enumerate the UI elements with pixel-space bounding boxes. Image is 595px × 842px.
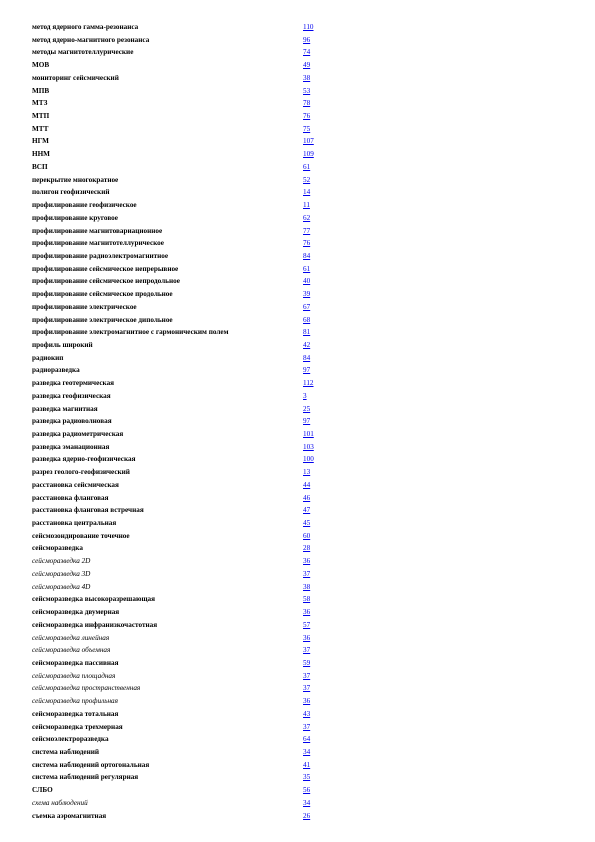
page-number-link[interactable]: 37 (303, 569, 311, 578)
page-number-link[interactable]: 49 (303, 61, 311, 70)
page-number-link[interactable]: 35 (303, 773, 311, 782)
index-entry (32, 542, 332, 555)
index-entry (32, 326, 332, 339)
page-number-link[interactable]: 97 (303, 366, 311, 375)
index-entry (32, 225, 332, 238)
page-number-link[interactable]: 45 (303, 519, 311, 528)
page-number-link[interactable]: 56 (303, 786, 311, 795)
index-term: система наблюдений (32, 747, 99, 756)
index-term: система наблюдений ортогональная (32, 760, 150, 769)
index-entry (32, 339, 332, 352)
page-number-link[interactable]: 77 (303, 226, 311, 235)
index-entry (32, 504, 332, 517)
page-number-link[interactable]: 37 (303, 646, 311, 655)
index-entry (32, 708, 332, 721)
page-number-link[interactable]: 112 (303, 379, 314, 388)
index-term: расстановка фланговая (32, 493, 109, 502)
index-entry (32, 135, 332, 148)
page-number-link[interactable]: 61 (303, 264, 311, 273)
index-term: разведка радиометрическая (32, 430, 124, 438)
index-term: профилирование сейсмическое продольное (32, 290, 173, 299)
page-number-link[interactable]: 41 (303, 760, 311, 769)
index-term: профилирование геофизическое (32, 201, 137, 210)
index-term: профилирование магнитотеллурическое (32, 239, 164, 248)
index-term: полигон геофизический (32, 188, 110, 197)
page-number-link[interactable]: 3 (303, 391, 307, 400)
index-term: методы магнитотеллурические (32, 48, 134, 57)
page-number-link[interactable]: 109 (303, 150, 314, 159)
index-entry (32, 59, 332, 72)
index-term: сейсморазведка 3D (32, 569, 91, 578)
page-number-link[interactable]: 13 (303, 468, 311, 477)
page-number-link[interactable]: 81 (303, 328, 311, 337)
index-term: расстановка фланговая встречная (32, 506, 144, 515)
index-entry (32, 263, 332, 276)
index-entry (32, 619, 332, 632)
index-entry (32, 784, 332, 797)
index-term: сейсморазведка тотальная (32, 709, 119, 718)
index-term: сейсморазведка пространственная (32, 684, 141, 693)
index-entry (32, 530, 332, 543)
index-entry (32, 250, 332, 263)
index-entry (32, 123, 332, 136)
page-number-link[interactable]: 53 (303, 86, 311, 95)
index-entry (32, 797, 332, 810)
page-number-link[interactable]: 103 (303, 442, 314, 451)
index-entry (32, 288, 332, 301)
page-number-link[interactable]: 57 (303, 620, 311, 629)
page-number-link[interactable]: 36 (303, 633, 311, 642)
index-term: сейсмоэлектроразведка (32, 735, 109, 744)
page-number-link[interactable]: 37 (303, 671, 311, 680)
page-number-link[interactable]: 101 (303, 430, 314, 438)
page-number-link[interactable]: 110 (303, 23, 314, 31)
index-term: разрез геолого-геофизический (32, 468, 130, 477)
index-term: НГМ (32, 137, 49, 146)
index-entry (32, 377, 332, 390)
index-entry (32, 670, 332, 683)
index-term: профилирование электрическое (32, 302, 137, 311)
index-entry (32, 479, 332, 492)
index-term: разведка радиоволновая (32, 417, 112, 426)
page-number-link[interactable]: 96 (303, 35, 311, 44)
index-entry (32, 364, 332, 377)
page-number-link[interactable]: 61 (303, 162, 311, 171)
index-entry (32, 403, 332, 416)
page-number-link[interactable]: 47 (303, 506, 311, 515)
page-number-link[interactable]: 84 (303, 251, 311, 260)
index-entry (32, 352, 332, 365)
index-entry (32, 85, 332, 98)
index-term: МТТ (32, 124, 49, 133)
index-term: съемка аэромагнитная (32, 811, 107, 820)
page-number-link[interactable]: 38 (303, 582, 311, 591)
index-entry (32, 415, 332, 428)
subject-index (32, 21, 332, 822)
index-entry (32, 632, 332, 645)
index-term: разведка геофизическая (32, 391, 111, 400)
page-number-link[interactable]: 107 (303, 137, 314, 146)
index-term: схема наблюдений (32, 798, 88, 807)
page-number-link[interactable]: 76 (303, 112, 311, 121)
page-number-link[interactable]: 38 (303, 73, 311, 82)
index-term: сейсмозондирование точечное (32, 531, 130, 540)
index-term: разведка магнитная (32, 404, 98, 413)
page-number-link[interactable]: 39 (303, 290, 311, 299)
index-entry (32, 733, 332, 746)
page-number-link[interactable]: 84 (303, 353, 311, 362)
index-term: ВСП (32, 162, 48, 171)
index-term: сейсморазведка двумерная (32, 608, 120, 617)
index-term: профилирование круговое (32, 213, 118, 222)
index-entry (32, 301, 332, 314)
index-term: мониторинг сейсмический (32, 73, 119, 82)
page-number-link[interactable]: 36 (303, 697, 311, 706)
index-entry (32, 34, 332, 47)
page-number-link[interactable]: 37 (303, 722, 311, 731)
index-term: МТП (32, 112, 50, 121)
index-entry (32, 46, 332, 59)
page-number-link[interactable]: 58 (303, 595, 311, 604)
index-entry (32, 695, 332, 708)
index-entry (32, 148, 332, 161)
index-entry (32, 657, 332, 670)
page-number-link[interactable]: 67 (303, 302, 311, 311)
page-number-link[interactable]: 44 (303, 480, 311, 489)
index-entry (32, 606, 332, 619)
index-term: сейсморазведка профильная (32, 697, 118, 706)
index-term: разведка ядерно-геофизическая (32, 455, 136, 464)
index-entry (32, 593, 332, 606)
index-term: МТЗ (32, 99, 48, 108)
page-number-link[interactable]: 78 (303, 99, 311, 108)
index-entry (32, 21, 332, 34)
page-number-link[interactable]: 46 (303, 493, 311, 502)
page-number-link[interactable]: 37 (303, 684, 311, 693)
index-term: сейсморазведка трехмерная (32, 722, 123, 731)
index-term: профилирование электрическое дипольное (32, 315, 173, 324)
index-entry (32, 644, 332, 657)
index-entry (32, 581, 332, 594)
index-term: сейсморазведка (32, 544, 83, 553)
page-number-link[interactable]: 68 (303, 315, 311, 324)
page-number-link[interactable]: 36 (303, 557, 311, 566)
index-entry (32, 568, 332, 581)
index-term: метод ядерно-магнитного резонанса (32, 35, 150, 44)
index-entry (32, 212, 332, 225)
index-entry (32, 759, 332, 772)
page-number-link[interactable]: 64 (303, 735, 311, 744)
index-term: профилирование магнитовариационное (32, 226, 163, 235)
index-entry (32, 466, 332, 479)
index-term: разведка геотермическая (32, 379, 115, 388)
index-entry (32, 682, 332, 695)
index-entry (32, 186, 332, 199)
index-term: система наблюдений регулярная (32, 773, 139, 782)
page-number-link[interactable]: 52 (303, 175, 311, 184)
index-term: разведка эманационная (32, 442, 110, 451)
index-term: сейсморазведка пассивная (32, 658, 119, 667)
index-entry (32, 199, 332, 212)
index-term: сейсморазведка площадная (32, 671, 116, 680)
index-entry (32, 810, 332, 823)
index-entry (32, 517, 332, 530)
index-term: профилирование сейсмическое непродольное (32, 277, 180, 286)
index-term: сейсморазведка инфранизкочастотная (32, 620, 158, 629)
index-entry (32, 72, 332, 85)
page-number-link[interactable]: 62 (303, 213, 311, 222)
page-number-link[interactable]: 59 (303, 658, 311, 667)
index-term: сейсморазведка 2D (32, 557, 91, 566)
page-number-link[interactable]: 28 (303, 544, 311, 553)
index-entry (32, 746, 332, 759)
index-entry (32, 555, 332, 568)
page-number-link[interactable]: 43 (303, 709, 311, 718)
page-number-link[interactable]: 11 (303, 201, 310, 210)
index-entry (32, 275, 332, 288)
index-term: метод ядерного гамма-резонанса (32, 23, 139, 31)
page-number-link[interactable]: 60 (303, 531, 311, 540)
page-number-link[interactable]: 42 (303, 340, 311, 349)
index-entry (32, 110, 332, 123)
index-entry (32, 314, 332, 327)
index-term: перекрытие многократное (32, 175, 119, 184)
page-number-link[interactable]: 40 (303, 277, 311, 286)
index-term: СЛБО (32, 786, 53, 795)
index-entry (32, 453, 332, 466)
index-term: ННМ (32, 150, 50, 159)
index-entry (32, 721, 332, 734)
index-term: расстановка центральная (32, 519, 117, 528)
index-term: расстановка сейсмическая (32, 480, 119, 489)
index-term: МОВ (32, 61, 50, 70)
index-term: сейсморазведка линейная (32, 633, 110, 642)
page-number-link[interactable]: 34 (303, 747, 311, 756)
page-number-link[interactable]: 75 (303, 124, 311, 133)
index-term: радиоразведка (32, 366, 80, 375)
index-entry (32, 97, 332, 110)
index-term: профилирование электромагнитное с гармоническим полем (32, 328, 229, 337)
page-number-link[interactable]: 14 (303, 188, 311, 197)
page-number-link[interactable]: 74 (303, 48, 311, 57)
index-term: профилирование радиоэлектромагнитное (32, 251, 169, 260)
index-term: сейсморазведка высокоразрешающая (32, 595, 155, 604)
index-term: сейсморазведка объемная (32, 646, 111, 655)
page-number-link[interactable]: 97 (303, 417, 311, 426)
index-entry (32, 492, 332, 505)
index-entry (32, 390, 332, 403)
index-entry (32, 771, 332, 784)
index-entry (32, 174, 332, 187)
index-term: радиокип (32, 353, 64, 362)
page-number-link[interactable]: 25 (303, 404, 311, 413)
page-number-link[interactable]: 34 (303, 798, 311, 807)
index-term: МПВ (32, 86, 50, 95)
index-term: сейсморазведка 4D (32, 582, 91, 591)
index-entry (32, 428, 332, 441)
index-term: профилирование сейсмическое непрерывное (32, 264, 179, 273)
page-number-link[interactable]: 76 (303, 239, 311, 248)
index-term: профиль широкий (32, 340, 93, 349)
page-number-link[interactable]: 26 (303, 811, 311, 820)
index-entry (32, 161, 332, 174)
page-number-link[interactable]: 36 (303, 608, 311, 617)
index-entry (32, 237, 332, 250)
index-entry (32, 441, 332, 454)
page-number-link[interactable]: 100 (303, 455, 314, 464)
